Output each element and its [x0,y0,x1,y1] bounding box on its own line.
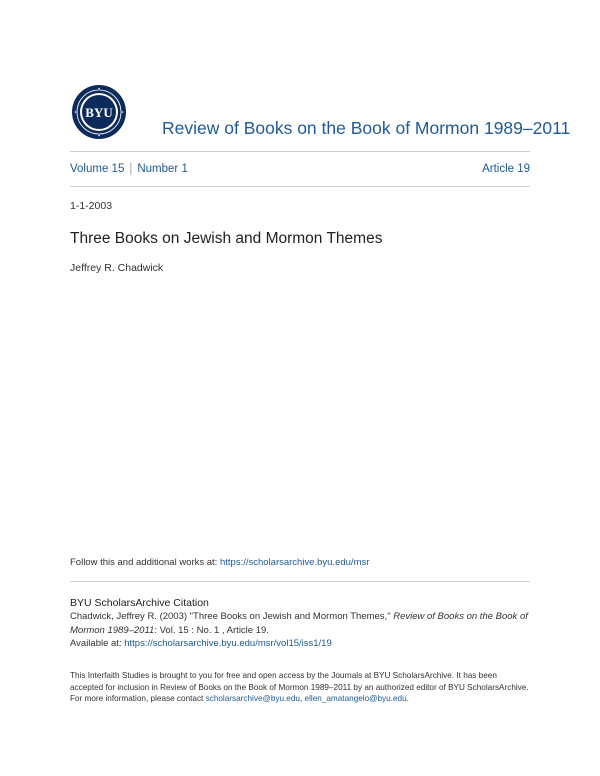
author-name: Jeffrey R. Chadwick [70,262,164,274]
byu-seal-logo [71,84,127,140]
notice-end: . [406,694,409,703]
svg-text:BYU: BYU [85,105,113,120]
available-link[interactable]: https://scholarsarchive.byu.edu/msr/vol15/iss1/19 [124,638,332,649]
notice-comma: , [299,694,305,703]
citation-text [70,610,532,651]
contact-email-1[interactable]: scholarsarchive@byu.edu [205,694,300,703]
citation-part2: : Vol. 15 : No. 1 , Article 19. [154,624,269,636]
article-link[interactable]: Article 19 [482,163,530,175]
volume-link[interactable]: Volume 15 [70,163,125,175]
contact-email-2[interactable]: ellen_amatangelo@byu.edu [304,694,407,703]
header-divider [70,151,530,152]
issue-divider [70,186,530,187]
citation-heading: BYU ScholarsArchive Citation [70,597,209,609]
access-notice [70,670,532,705]
article-title: Three Books on Jewish and Mormon Themes [70,230,383,247]
issue-info [70,163,188,175]
notice-text: This Interfaith Studies is brought to you for free and open access by the Journals at BYU ScholarsArchive. It has been accepted for inclusion in Review of Books on the Book of Mormon 1989–2011 by an authorized editor of BYU ScholarsArchive. For more information, please contact [70,671,529,703]
separator: | [129,163,133,175]
journal-title[interactable]: Review of Books on the Book of Mormon 1989–2011 [162,118,571,138]
citation-part1: Chadwick, Jeffrey R. (2003) "Three Books on Jewish and Mormon Themes," [70,611,394,622]
citation-journal: Review of Books on the Book of Mormon 1989–2011 [70,611,528,636]
number-link[interactable]: Number 1 [137,163,188,175]
follow-line [70,557,369,568]
publication-date: 1-1-2003 [70,200,113,212]
follow-link[interactable]: https://scholarsarchive.byu.edu/msr [219,557,370,568]
available-label: Available at: [70,638,125,649]
follow-text: Follow this and additional works at: [70,557,220,568]
citation-divider [70,581,530,582]
